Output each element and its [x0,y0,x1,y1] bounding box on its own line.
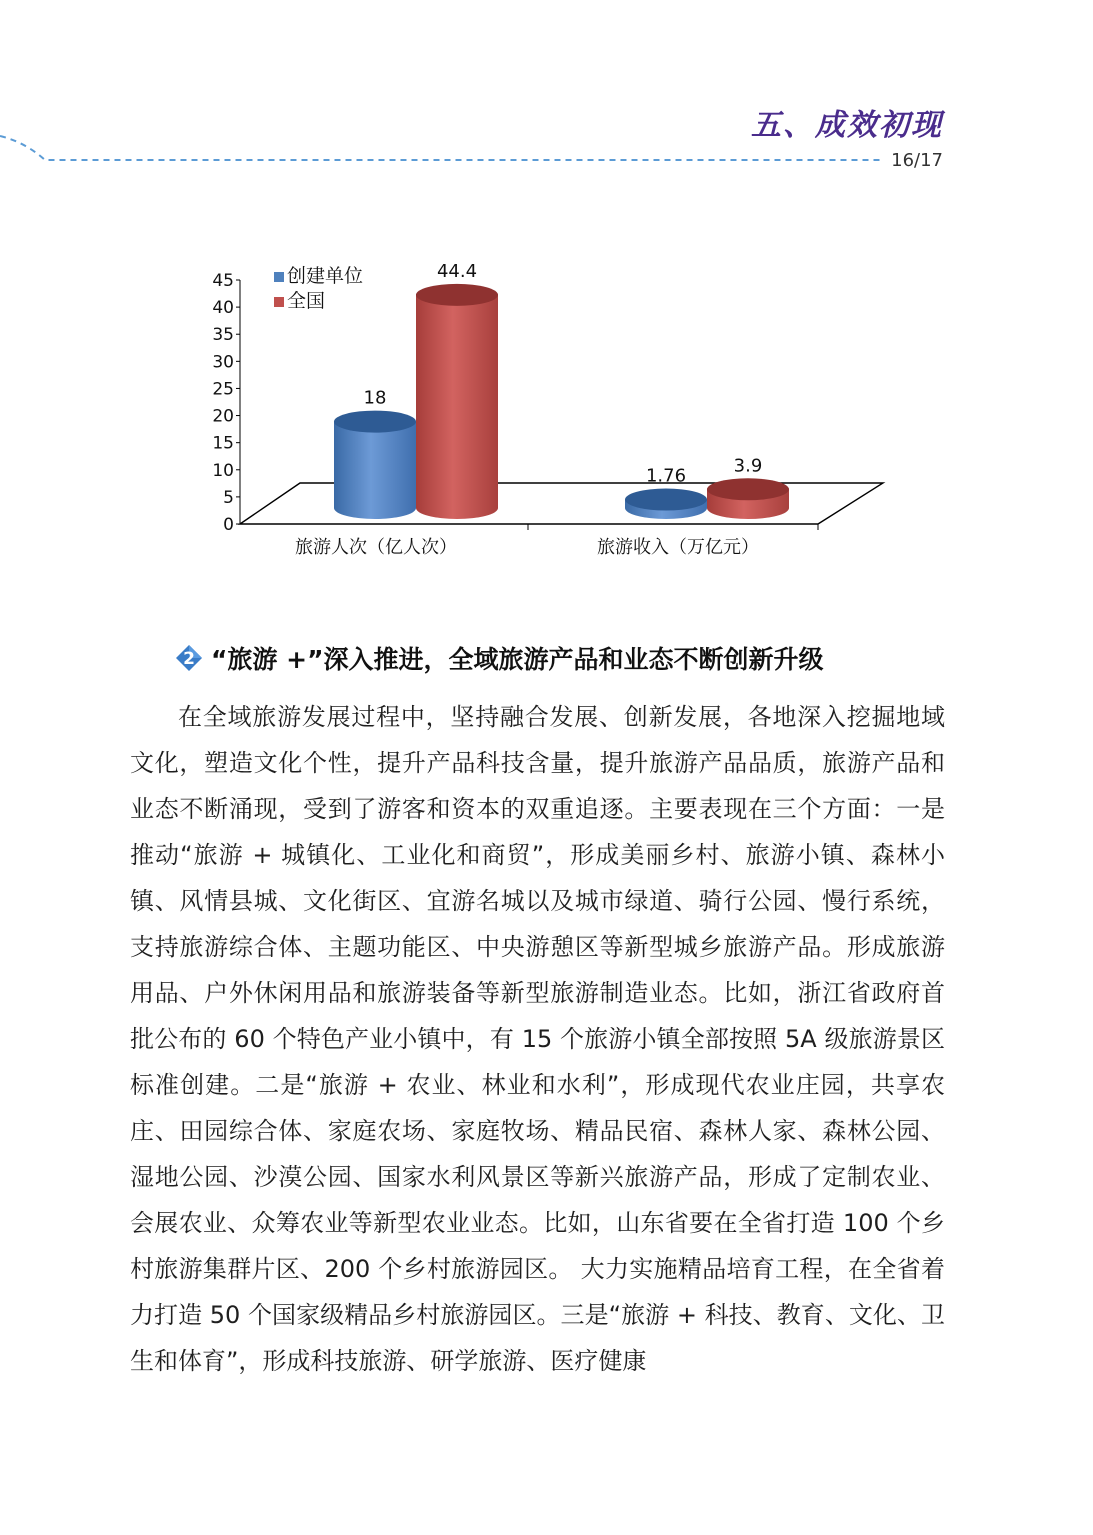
chart-svg [200,240,900,570]
bar-chart [200,240,900,570]
body-text [130,694,945,1384]
section-heading [175,640,824,676]
data-label: 3.9 [733,455,763,477]
section-number: 2 [183,649,195,669]
y-tick-label: 30 [212,352,234,373]
y-tick-label: 5 [223,487,234,508]
body-paragraph: 在全域旅游发展过程中，坚持融合发展、创新发展，各地深入挖掘地域文化，塑造文化个性，提升产品科技含量，提升旅游产品品质，旅游产品和业态不断涌现，受到了游客和资本的双重追逐。主要表现在三个方面：一是推动“旅游 + 城镇化、工业化和商贸”，形成美丽乡村、旅游小镇、森林小镇、风情县城、文化街区、宜游名城以及城市绿道、骑行公园、慢行系统，支持旅游综合体、主题功能区、中央游憩区等新型城乡旅游产品。形成旅游用品、户外休闲用品和旅游装备等新型旅游制造业态。比如，浙江省政府首批公布的 60 个特色产业小镇中，有 15 个旅游小镇全部按照 5A 级旅游景区标准创建。二是“旅游 + 农业、林业和水利”，形成现代农业庄园，共享农庄、田园综合体、家庭农场、家庭牧场、精品民宿、森林人家、森林公园、湿地公园、沙漠公园、国家水利风景区等新兴旅游产品，形成了定制农业、会展农业、众筹农业等新型农业业态。比如，山东省要在全省打造 100 个乡村旅游集群片区、200 个乡村旅游园区。 大力实施精品培育工程，在全省着力打造 50 个国家级精品乡村旅游园区。三是“旅游 + 科技、教育、文化、卫生和体育”，形成科技旅游、研学旅游、医疗健康 [130,703,945,1375]
data-label: 44.4 [436,260,478,282]
y-tick-label: 45 [212,271,234,291]
section-title: 五、成效初现 [751,108,943,143]
y-tick-label: 25 [212,379,234,400]
page-number: 16/17 [891,150,943,171]
header-divider [0,130,900,170]
x-category-label: 旅游收入（万亿元） [597,537,759,558]
bar-red-body [416,295,498,519]
number-badge-icon [175,644,203,672]
bar-blue-body [334,422,416,519]
y-tick-label: 0 [223,515,234,535]
bar-red-top [707,478,789,500]
y-tick-label: 15 [212,433,234,454]
bar-red-top [416,284,498,306]
y-tick-label: 35 [212,325,234,346]
legend-label: 创建单位 [287,265,364,287]
data-label: 18 [363,387,387,409]
bar-blue-top [625,489,707,511]
legend-label: 全国 [287,290,326,312]
bar-blue-top [334,411,416,433]
y-tick-label: 10 [212,460,234,481]
data-label: 1.76 [645,465,687,487]
legend-swatch [274,297,284,307]
y-tick-label: 40 [212,298,234,319]
y-tick-label: 20 [212,406,234,427]
x-category-label: 旅游人次（亿人次） [295,537,457,558]
legend-swatch [274,272,284,282]
section-title-text: “旅游 +”深入推进，全域旅游产品和业态不断创新升级 [211,645,824,674]
